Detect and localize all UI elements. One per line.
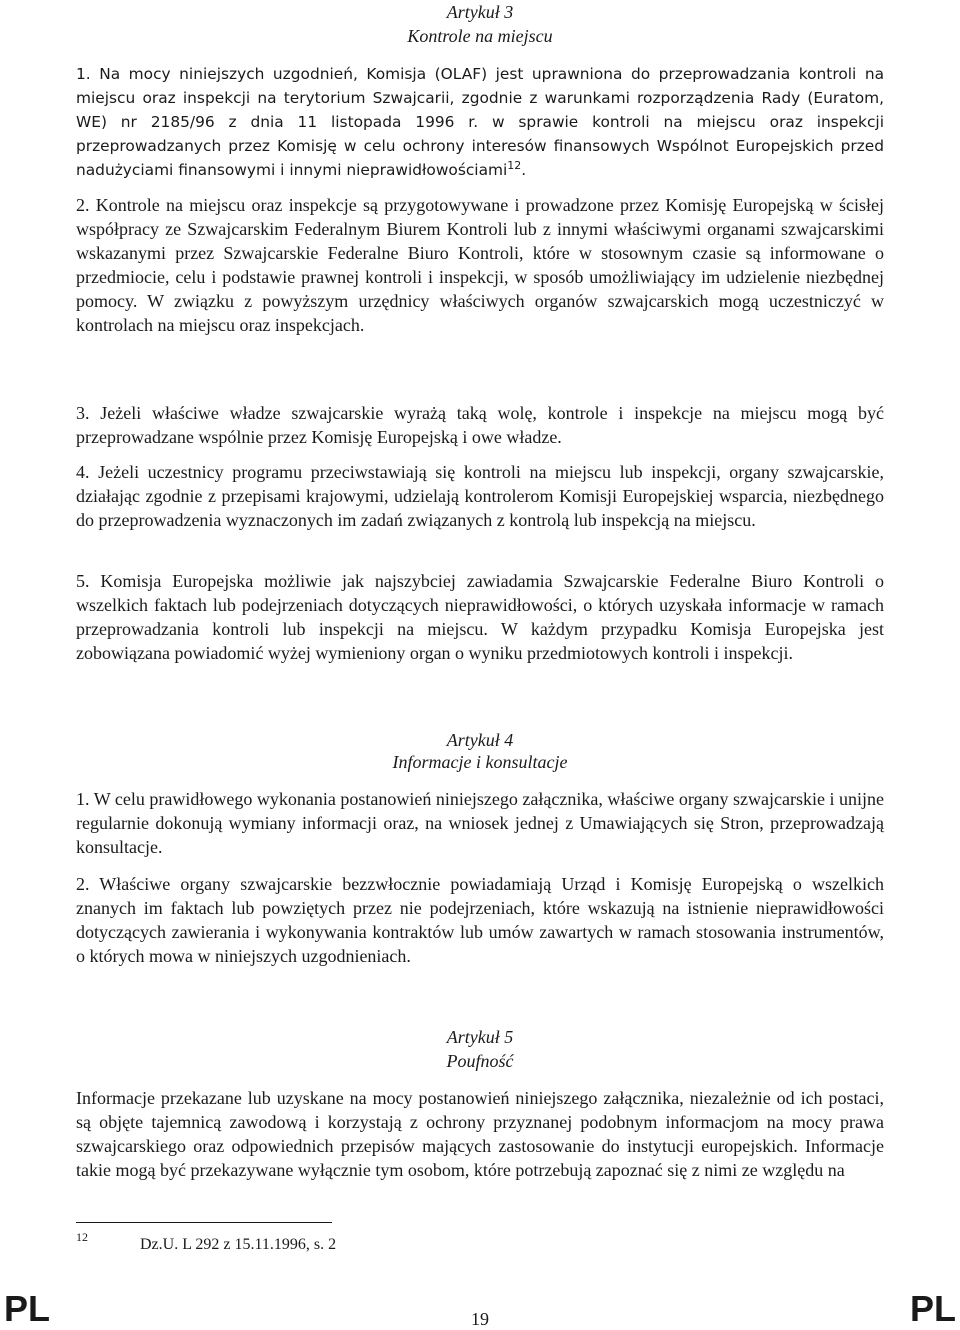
- article-4-paragraph-2: 2. Właściwe organy szwajcarskie bezzwłocznie powiadamiają Urząd i Komisję Europejską o wszelkich znanych im faktach lub powziętych przez nie podejrzeniach, które wskazują na istnienie nieprawidłowości dotyczących zawierania i wykonywania kontraktów lub umów zawartych w ramach stosowania instrumentów, o których mowa w niniejszych uzgodnieniach.: [76, 874, 884, 966]
- article-3-title: Artykuł 3: [446, 2, 514, 22]
- article-3-paragraph-2: 2. Kontrole na miejscu oraz inspekcje są przygotowywane i prowadzone przez Komisję Europejską w ścisłej współpracy ze Szwajcarskim Federalnym Biurem Kontroli lub z innymi właściwymi organami szwajcarskimi wskazanymi przez Szwajcarskie Federalne Biuro Kontroli, które w stosownym czasie są informowane o przedmiocie, celu i podstawie prawnej kontroli i inspekcji, w sposób umożliwiający im udzielenie niezbędnej pomocy. W związku z powyższym urzędnicy właściwych organów szwajcarskich mogą uczestniczyć w kontrolach na miejscu oraz inspekcjach.: [76, 195, 884, 335]
- article-3-paragraph-5: 5. Komisja Europejska możliwie jak najszybciej zawiadamia Szwajcarskie Federalne Biuro Kontroli o wszelkich faktach lub podejrzeniach dotyczących nieprawidłowości, o których uzyskała informacje w ramach przeprowadzania kontroli lub inspekcji na miejscu. W każdym przypadku Komisja Europejska jest zobowiązana powiadomić wyżej wymieniony organ o wyniku przedmiotowych kontroli i inspekcji.: [76, 571, 884, 663]
- language-code-right: PL: [909, 1288, 956, 1329]
- page-number: 19: [471, 1309, 489, 1329]
- article-3-paragraph-1-end: .: [521, 161, 527, 179]
- footnote-reference: 12: [507, 158, 522, 172]
- article-3-subtitle: Kontrole na miejscu: [407, 26, 553, 46]
- article-4-title: Artykuł 4: [446, 730, 514, 750]
- article-3-paragraph-1-text: 1. Na mocy niniejszych uzgodnień, Komisja (OLAF) jest uprawniona do przeprowadzania kontroli na miejscu oraz inspekcji na terytorium Szwajcarii, zgodnie z warunkami rozporządzenia Rady (Euratom, WE) nr 2185/96 z dnia 11 listopada 1996 r. w sprawie kontroli na miejscu oraz inspekcji przeprowadzanych przez Komisję w celu ochrony interesów finansowych Wspólnot Europejskich przed nadużyciami finansowymi i innymi nieprawidłowościami: [76, 65, 884, 179]
- article-3-paragraph-3: 3. Jeżeli właściwe władze szwajcarskie wyrażą taką wolę, kontrole i inspekcje na miejscu mogą być przeprowadzane wspólnie przez Komisję Europejską i owe władze.: [76, 403, 884, 447]
- article-3-paragraph-4: 4. Jeżeli uczestnicy programu przeciwstawiają się kontroli na miejscu lub inspekcji, organy szwajcarskie, działając zgodnie z przepisami krajowymi, udzielają kontrolerom Komisji Europejskiej wsparcia, niezbędnego do przeprowadzenia wyznaczonych im zadań związanych z kontrolą lub inspekcją na miejscu.: [76, 462, 884, 530]
- article-4-paragraph-1: 1. W celu prawidłowego wykonania postanowień niniejszego załącznika, właściwe organy szwajcarskie i unijne regularnie dokonują wymiany informacji oraz, na wniosek jednej z Umawiających się Stron, przeprowadzają konsultacje.: [76, 789, 884, 857]
- footnote-separator: [76, 1222, 332, 1223]
- article-4-subtitle: Informacje i konsultacje: [392, 752, 568, 772]
- article-5-title: Artykuł 5: [446, 1027, 514, 1047]
- article-5-subtitle: Poufność: [446, 1051, 514, 1071]
- footnote-text: Dz.U. L 292 z 15.11.1996, s. 2: [140, 1236, 337, 1253]
- language-code-left: PL: [4, 1288, 51, 1329]
- article-5-paragraph-1: Informacje przekazane lub uzyskane na mocy postanowień niniejszego załącznika, niezależnie od ich postaci, są objęte tajemnicą zawodową i korzystają z ochrony przyznanej podobnym informacjom na mocy prawa szwajcarskiego oraz odpowiednich przepisów mających zastosowanie do instytucji europejskich. Informacje takie mogą być przekazywane wyłącznie tym osobom, które potrzebują zapoznać się z nimi ze względu na: [76, 1088, 884, 1180]
- article-3-paragraph-1: [76, 62, 884, 182]
- footnote-number: 12: [76, 1230, 88, 1244]
